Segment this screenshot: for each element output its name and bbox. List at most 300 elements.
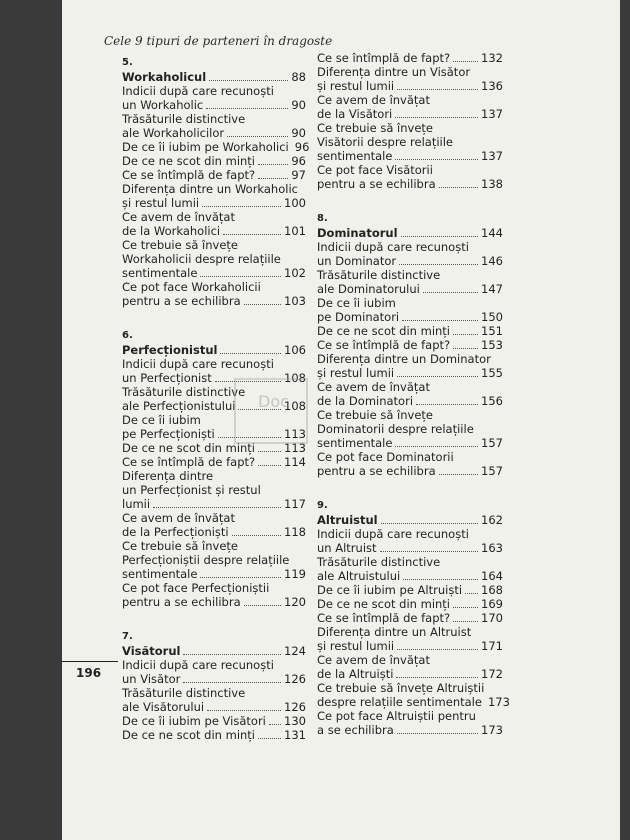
section-number: 7. bbox=[122, 631, 133, 642]
entry-text: Ce se întîmplă de fapt? bbox=[317, 51, 451, 65]
toc-entry bbox=[317, 583, 503, 597]
toc-line bbox=[317, 709, 503, 723]
toc-line bbox=[317, 723, 503, 737]
entry-text: Diferența dintre un Visător bbox=[317, 65, 471, 79]
entry-text: Ce pot face Workaholicii bbox=[122, 280, 261, 294]
page-ref: 170 bbox=[481, 611, 503, 625]
dot-leader bbox=[397, 366, 478, 377]
toc-line bbox=[317, 177, 503, 191]
toc-entry bbox=[317, 324, 503, 338]
toc-line bbox=[122, 357, 306, 371]
entry-text: un Perfecționist bbox=[122, 371, 212, 385]
toc-line bbox=[122, 70, 306, 84]
entry-text: Ce se întîmplă de fapt? bbox=[122, 168, 256, 182]
entry-text: Indicii după care recunoști bbox=[122, 658, 274, 672]
entry-text: De ce ne scot din minți bbox=[317, 597, 451, 611]
toc-chapter-title bbox=[122, 644, 306, 658]
entry-text: Ce pot face Perfecționiștii bbox=[122, 581, 270, 595]
page-ref: 163 bbox=[481, 541, 503, 555]
toc-line bbox=[317, 527, 503, 541]
entry-text: De ce îi iubim pe Visători bbox=[122, 714, 266, 728]
toc-line bbox=[317, 681, 503, 695]
toc-line bbox=[122, 553, 306, 567]
toc-line bbox=[122, 469, 306, 483]
page-ref: 137 bbox=[481, 107, 503, 121]
entry-text: Diferența dintre bbox=[122, 469, 214, 483]
toc-line bbox=[122, 84, 306, 98]
toc-entry bbox=[122, 210, 306, 238]
entry-text: Ce pot face Dominatorii bbox=[317, 450, 454, 464]
toc-entry bbox=[317, 527, 503, 555]
entry-text: Ce se întîmplă de fapt? bbox=[122, 455, 256, 469]
toc-chapter-title bbox=[317, 226, 503, 240]
page-ref: 103 bbox=[284, 294, 306, 308]
page-ref: 173 bbox=[481, 723, 503, 737]
toc-line bbox=[122, 511, 306, 525]
entry-text: Ce trebuie să învețe bbox=[317, 408, 433, 422]
entry-text: Trăsăturile distinctive bbox=[122, 385, 246, 399]
page-ref: 162 bbox=[481, 513, 503, 527]
dot-leader bbox=[206, 98, 288, 109]
toc-line bbox=[317, 149, 503, 163]
entry-text: Ce avem de învățat bbox=[122, 210, 235, 224]
entry-text: Ce trebuie să învețe Altruiștii bbox=[317, 681, 485, 695]
folio-rule bbox=[62, 661, 118, 662]
toc-line bbox=[317, 268, 503, 282]
entry-text: a se echilibra bbox=[317, 723, 394, 737]
section-number: 8. bbox=[317, 213, 328, 224]
entry-text: de la Workaholici bbox=[122, 224, 221, 238]
toc-line bbox=[317, 450, 503, 464]
dot-leader bbox=[423, 282, 478, 293]
toc-line bbox=[317, 639, 503, 653]
toc-line bbox=[122, 224, 306, 238]
toc-entry bbox=[122, 511, 306, 539]
page-ref: 164 bbox=[481, 569, 503, 583]
page-ref: 90 bbox=[291, 126, 306, 140]
toc-line bbox=[317, 338, 503, 352]
dot-leader bbox=[258, 728, 281, 739]
book-page bbox=[62, 0, 620, 840]
entry-text: Ce trebuie să învețe bbox=[122, 238, 238, 252]
dot-leader bbox=[153, 497, 281, 508]
entry-text: pentru a se echilibra bbox=[122, 294, 241, 308]
toc-entry bbox=[122, 280, 306, 308]
entry-text: și restul lumii bbox=[317, 366, 395, 380]
entry-text: Altruistul bbox=[317, 513, 378, 527]
dot-leader bbox=[399, 254, 478, 265]
dot-leader bbox=[439, 177, 478, 188]
toc-line bbox=[122, 672, 306, 686]
toc-line bbox=[317, 121, 503, 135]
entry-text: ale Visătorului bbox=[122, 700, 205, 714]
toc-entry bbox=[122, 140, 310, 154]
entry-text: de la Dominatori bbox=[317, 394, 414, 408]
dot-leader bbox=[453, 324, 478, 335]
toc-line bbox=[317, 254, 503, 268]
dot-leader bbox=[395, 436, 478, 447]
entry-text: de la Visători bbox=[317, 107, 393, 121]
page-ref: 126 bbox=[284, 700, 306, 714]
page-number: 196 bbox=[76, 666, 102, 680]
entry-text: De ce îi iubim pe Workaholici bbox=[122, 140, 289, 154]
toc-entry bbox=[317, 65, 503, 93]
entry-text: Ce trebuie să învețe bbox=[122, 539, 238, 553]
toc-entry bbox=[317, 163, 503, 191]
toc-entry bbox=[317, 681, 510, 709]
toc-entry bbox=[317, 555, 503, 583]
toc-entry bbox=[122, 686, 306, 714]
toc-line bbox=[122, 98, 306, 112]
page-ref: 171 bbox=[481, 639, 503, 653]
toc-line bbox=[122, 154, 306, 168]
entry-text: sentimentale bbox=[122, 567, 198, 581]
entry-text: De ce îi iubim bbox=[122, 413, 201, 427]
section-number: 5. bbox=[122, 57, 133, 68]
page-ref: 117 bbox=[284, 497, 306, 511]
dot-leader bbox=[401, 226, 479, 237]
dot-leader bbox=[397, 79, 478, 90]
entry-text: sentimentale bbox=[122, 266, 198, 280]
dot-leader bbox=[232, 525, 281, 536]
toc-entry bbox=[317, 450, 503, 478]
toc-line bbox=[122, 182, 306, 196]
toc-line bbox=[317, 240, 503, 254]
dot-leader bbox=[453, 597, 478, 608]
page-ref: 101 bbox=[284, 224, 306, 238]
toc-entry bbox=[122, 714, 306, 728]
toc-line bbox=[317, 380, 503, 394]
dot-leader bbox=[202, 196, 281, 207]
toc-line bbox=[122, 238, 306, 252]
entry-text: Diferența dintre un Altruist bbox=[317, 625, 472, 639]
toc-entry bbox=[317, 338, 503, 352]
toc-line bbox=[122, 140, 310, 154]
entry-text: un Altruist bbox=[317, 541, 377, 555]
page-ref: 168 bbox=[481, 583, 503, 597]
page-ref: 169 bbox=[481, 597, 503, 611]
page-ref: 173 bbox=[487, 695, 510, 709]
dot-leader bbox=[227, 126, 288, 137]
page-ref: 146 bbox=[481, 254, 503, 268]
toc-line bbox=[122, 658, 306, 672]
toc-entry bbox=[317, 93, 503, 121]
toc-line bbox=[317, 541, 503, 555]
page-ref: 90 bbox=[291, 98, 306, 112]
section-number: 9. bbox=[317, 500, 328, 511]
toc-entry bbox=[317, 611, 503, 625]
page-ref: 138 bbox=[481, 177, 503, 191]
page-ref: 113 bbox=[284, 427, 306, 441]
toc-line bbox=[317, 310, 503, 324]
entry-text: pentru a se echilibra bbox=[317, 464, 436, 478]
entry-text: un Workaholic bbox=[122, 98, 204, 112]
dot-leader bbox=[403, 569, 478, 580]
page-ref: 114 bbox=[284, 455, 306, 469]
entry-text: ale Workaholicilor bbox=[122, 126, 225, 140]
entry-text: Perfecționiștii despre relațiile bbox=[122, 553, 290, 567]
entry-text: sentimentale bbox=[317, 149, 393, 163]
toc-entry bbox=[317, 296, 503, 324]
toc-entry bbox=[122, 658, 306, 686]
page-ref: 113 bbox=[284, 441, 306, 455]
toc-line bbox=[317, 464, 503, 478]
toc-line bbox=[122, 252, 306, 266]
entry-text: sentimentale bbox=[317, 436, 393, 450]
entry-text: de la Perfecționiști bbox=[122, 525, 229, 539]
toc-line bbox=[122, 168, 306, 182]
entry-text: pentru a se echilibra bbox=[122, 595, 241, 609]
entry-text: Diferența dintre un Workaholic bbox=[122, 182, 298, 196]
entry-text: și restul lumii bbox=[317, 79, 395, 93]
toc-line bbox=[122, 294, 306, 308]
page-ref: 88 bbox=[291, 70, 306, 84]
toc-line bbox=[317, 653, 503, 667]
entry-text: un Dominator bbox=[317, 254, 397, 268]
toc-line bbox=[122, 539, 306, 553]
page-ref: 96 bbox=[294, 140, 310, 154]
entry-text: Ce se întîmplă de fapt? bbox=[317, 611, 451, 625]
toc-line bbox=[317, 625, 503, 639]
entry-text: De ce îi iubim bbox=[317, 296, 396, 310]
entry-text: Indicii după care recunoști bbox=[317, 527, 469, 541]
entry-text: Workaholicii despre relațiile bbox=[122, 252, 281, 266]
page-ref: 153 bbox=[481, 338, 503, 352]
toc-line bbox=[317, 695, 510, 709]
page-ref: 157 bbox=[481, 464, 503, 478]
toc-line bbox=[122, 455, 306, 469]
entry-text: Trăsăturile distinctive bbox=[317, 555, 441, 569]
entry-text: De ce îi iubim pe Altruiști bbox=[317, 583, 463, 597]
dot-leader bbox=[397, 639, 478, 650]
page-ref: 131 bbox=[284, 728, 306, 742]
page-ref: 157 bbox=[481, 436, 503, 450]
dot-leader bbox=[258, 154, 288, 165]
toc-line bbox=[122, 595, 306, 609]
page-ref: 102 bbox=[284, 266, 306, 280]
entry-text: Ce se întîmplă de fapt? bbox=[317, 338, 451, 352]
toc-entry bbox=[317, 380, 503, 408]
entry-text: Ce avem de învățat bbox=[317, 380, 430, 394]
toc-line bbox=[317, 667, 503, 681]
entry-text: despre relațiile sentimentale bbox=[317, 695, 482, 709]
toc-entry bbox=[317, 51, 503, 65]
toc-line bbox=[317, 79, 503, 93]
entry-text: De ce ne scot din minți bbox=[122, 441, 256, 455]
entry-text: Visătorii despre relațiile bbox=[317, 135, 454, 149]
toc-line bbox=[317, 324, 503, 338]
dot-leader bbox=[402, 310, 478, 321]
page-ref: 120 bbox=[284, 595, 306, 609]
toc-entry bbox=[122, 168, 306, 182]
section-gap bbox=[317, 478, 503, 499]
running-header: Cele 9 tipuri de parteneri în dragoste bbox=[104, 34, 333, 48]
page-ref: 136 bbox=[481, 79, 503, 93]
toc-line bbox=[317, 583, 503, 597]
toc-entry bbox=[122, 84, 306, 112]
entry-text: pe Dominatori bbox=[317, 310, 400, 324]
entry-text: ale Dominatorului bbox=[317, 282, 420, 296]
page-ref: 156 bbox=[481, 394, 503, 408]
entry-text: Indicii după care recunoști bbox=[122, 84, 274, 98]
toc-chapter-title bbox=[317, 513, 503, 527]
toc-line bbox=[317, 352, 503, 366]
toc-chapter-title bbox=[122, 70, 306, 84]
entry-text: Diferența dintre un Dominator bbox=[317, 352, 491, 366]
entry-text: De ce ne scot din minți bbox=[122, 728, 256, 742]
entry-text: Ce avem de învățat bbox=[317, 653, 430, 667]
page-ref: 97 bbox=[291, 168, 306, 182]
toc-line bbox=[317, 65, 503, 79]
toc-line bbox=[122, 525, 306, 539]
page-ref: 106 bbox=[284, 343, 306, 357]
toc-entry bbox=[122, 154, 306, 168]
entry-text: Dominatorul bbox=[317, 226, 398, 240]
page-ref: 108 bbox=[284, 399, 306, 413]
dot-leader bbox=[258, 168, 288, 179]
section-gap bbox=[122, 609, 306, 630]
dot-leader bbox=[381, 513, 478, 524]
toc-entry bbox=[317, 709, 503, 737]
toc-entry bbox=[317, 653, 503, 681]
toc-line bbox=[317, 51, 503, 65]
dot-leader bbox=[200, 567, 281, 578]
page-ref: 132 bbox=[481, 51, 503, 65]
toc-entry bbox=[122, 728, 306, 742]
dot-leader bbox=[416, 394, 478, 405]
dot-leader bbox=[200, 266, 281, 277]
toc-line bbox=[317, 422, 503, 436]
dot-leader bbox=[209, 70, 288, 81]
entry-text: Ce avem de învățat bbox=[317, 93, 430, 107]
page-ref: 96 bbox=[291, 154, 306, 168]
toc-line bbox=[317, 366, 503, 380]
dot-leader bbox=[258, 455, 281, 466]
toc-line bbox=[122, 280, 306, 294]
toc-line bbox=[317, 282, 503, 296]
watermark-text: Doc bbox=[258, 392, 289, 411]
toc-line bbox=[122, 483, 306, 497]
entry-text: și restul lumii bbox=[122, 196, 200, 210]
entry-text: Trăsăturile distinctive bbox=[122, 686, 246, 700]
dot-leader bbox=[396, 667, 478, 678]
toc-line bbox=[122, 497, 306, 511]
page-ref: 124 bbox=[284, 644, 306, 658]
entry-text: și restul lumii bbox=[317, 639, 395, 653]
dot-leader bbox=[395, 107, 478, 118]
page-ref: 119 bbox=[284, 567, 306, 581]
entry-text: Trăsăturile distinctive bbox=[122, 112, 246, 126]
toc-line bbox=[122, 567, 306, 581]
dot-leader bbox=[244, 595, 281, 606]
toc-entry bbox=[317, 597, 503, 611]
entry-text: Ce avem de învățat bbox=[122, 511, 235, 525]
toc-line bbox=[122, 210, 306, 224]
toc-line bbox=[317, 597, 503, 611]
toc-line bbox=[317, 163, 503, 177]
toc-line bbox=[317, 436, 503, 450]
entry-text: pentru a se echilibra bbox=[317, 177, 436, 191]
page-ref: 155 bbox=[481, 366, 503, 380]
dot-leader bbox=[244, 294, 281, 305]
toc-line bbox=[122, 644, 306, 658]
toc-line bbox=[122, 126, 306, 140]
toc-line bbox=[122, 196, 306, 210]
toc-line bbox=[317, 513, 503, 527]
toc-line bbox=[317, 296, 503, 310]
toc-line bbox=[122, 343, 306, 357]
dot-leader bbox=[465, 583, 478, 594]
toc-line bbox=[317, 569, 503, 583]
toc-entry bbox=[317, 408, 503, 450]
section-gap bbox=[122, 308, 306, 329]
toc-entry bbox=[122, 469, 306, 511]
toc-line bbox=[317, 135, 503, 149]
page-ref: 151 bbox=[481, 324, 503, 338]
entry-text: Trăsăturile distinctive bbox=[317, 268, 441, 282]
toc-entry bbox=[317, 352, 503, 380]
entry-text: Ce pot face Visătorii bbox=[317, 163, 433, 177]
toc-line bbox=[122, 728, 306, 742]
toc-line bbox=[317, 555, 503, 569]
dot-leader bbox=[207, 700, 281, 711]
page-ref: 126 bbox=[284, 672, 306, 686]
dot-leader bbox=[439, 464, 478, 475]
entry-text: un Perfecționist și restul bbox=[122, 483, 261, 497]
toc-entry bbox=[122, 238, 306, 280]
dot-leader bbox=[223, 224, 281, 235]
toc-line bbox=[122, 714, 306, 728]
toc-entry bbox=[122, 182, 306, 210]
entry-text: pe Perfecționiști bbox=[122, 427, 215, 441]
toc-entry bbox=[317, 268, 503, 296]
section-gap bbox=[317, 191, 503, 212]
toc-line bbox=[317, 107, 503, 121]
toc-line bbox=[122, 266, 306, 280]
toc-line bbox=[122, 581, 306, 595]
dot-leader bbox=[453, 611, 478, 622]
watermark-frame bbox=[234, 378, 308, 444]
page-ref: 150 bbox=[481, 310, 503, 324]
dot-leader bbox=[183, 644, 281, 655]
page-ref: 108 bbox=[284, 371, 306, 385]
page-ref: 130 bbox=[284, 714, 306, 728]
toc-entry bbox=[317, 121, 503, 163]
dot-leader bbox=[183, 672, 281, 683]
section-number: 6. bbox=[122, 330, 133, 341]
toc-entry bbox=[122, 455, 306, 469]
entry-text: Ce pot face Altruiștii pentru bbox=[317, 709, 476, 723]
toc-column-right bbox=[317, 51, 510, 737]
dot-leader bbox=[453, 51, 478, 62]
toc-line bbox=[317, 226, 503, 240]
entry-text: lumii bbox=[122, 497, 151, 511]
dot-leader bbox=[397, 723, 478, 734]
page-ref: 147 bbox=[481, 282, 503, 296]
dot-leader bbox=[269, 714, 281, 725]
toc-line bbox=[122, 112, 306, 126]
dot-leader bbox=[453, 338, 478, 349]
entry-text: Perfecționistul bbox=[122, 343, 218, 357]
dot-leader bbox=[395, 149, 478, 160]
toc-line bbox=[122, 700, 306, 714]
entry-text: De ce ne scot din minți bbox=[122, 154, 256, 168]
toc-line bbox=[317, 408, 503, 422]
toc-entry bbox=[122, 581, 306, 609]
toc-entry bbox=[122, 539, 306, 581]
entry-text: De ce ne scot din minți bbox=[317, 324, 451, 338]
toc-entry bbox=[317, 240, 503, 268]
